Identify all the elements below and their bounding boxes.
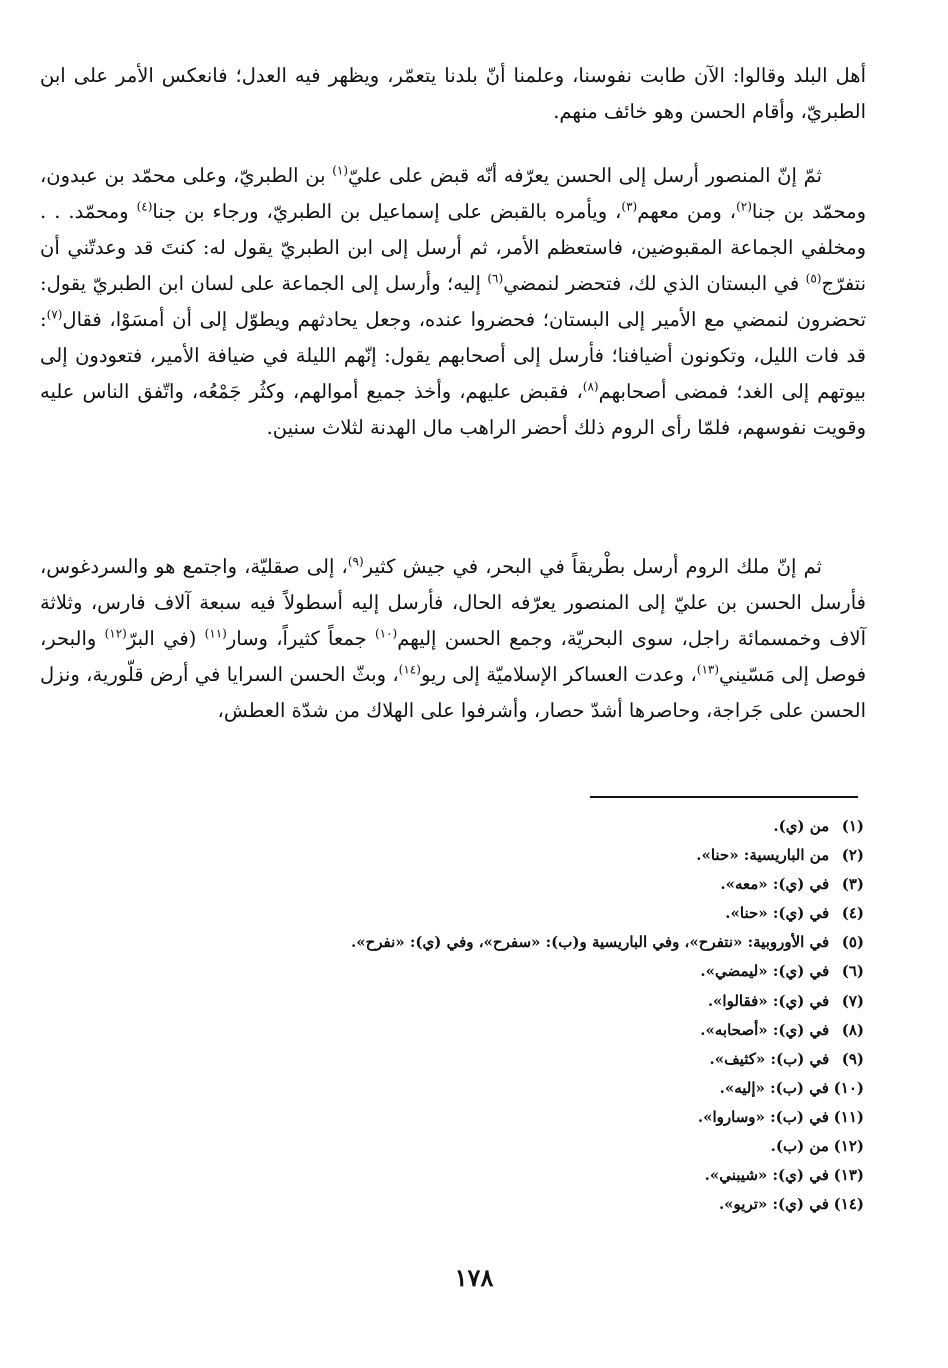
text-run: إليه؛ وأرسل إلى الجماعة على لسان ابن الطبريّ يقول: تحضرون لنمضي مع الأمير إلى البستان؛ فحضروا عنده، وجعل يحادثهم ويطوّل إلى أن أمسَوْا، فقال — [40, 272, 866, 331]
footnote-item — [64, 870, 864, 899]
paragraph-2 — [40, 158, 866, 446]
footnote-item — [64, 841, 864, 870]
paragraph-1 — [40, 58, 866, 130]
paragraph-3 — [40, 549, 866, 729]
footnote-text: من (ي). — [773, 817, 830, 835]
footnote-text: من الباريسية: «حنا». — [696, 846, 830, 865]
text-run: في البستان الذي لك، فتحضر لنمضي — [503, 272, 806, 295]
footnote-item — [64, 987, 864, 1016]
footnote-item — [64, 1016, 864, 1045]
footnote-separator — [590, 796, 858, 798]
footnote-marker: (١) — [332, 163, 349, 178]
footnote-number: (٣) — [841, 875, 864, 894]
footnote-item — [64, 1074, 864, 1103]
footnote-item — [64, 812, 864, 841]
footnote-text: في (ي): «شيبني». — [704, 1166, 829, 1185]
footnote-text: في الأوروبية: «نتفرح»، وفي الباريسية و(ب): «سفرح»، وفي (ي): «نفرح». — [350, 933, 830, 952]
footnote-text: في (ي): «ليمضي». — [700, 962, 830, 981]
footnote-text: في (ب): «كثيف». — [709, 1049, 830, 1068]
text-run: (في البرّ — [126, 627, 205, 650]
text-run: جمعاً كثيراً، وسار — [226, 627, 375, 650]
footnote-item — [64, 1045, 864, 1074]
page-number: ١٧٨ — [454, 1263, 494, 1292]
footnote-marker: (٩) — [347, 554, 364, 569]
text-run: والبحر، فوصل إلى مَسّيني — [40, 627, 867, 686]
text-run: ومحمّد. . . ومخلفي الجماعة المقبوضين، فاستعظم الأمر، ثم أرسل إلى ابن الطبريّ يقول له: كنتَ قد وعدتّني أن نتفرّج — [40, 200, 866, 295]
text-run: ثم إنّ ملك الروم أرسل بطْريقاً في البحر، في جيش كثير — [363, 555, 822, 578]
text-run: ، فقبض عليهم، وأخذ جميع أموالهم، وكثُر جَمْعُه، واتّفق الناس عليه وقويت نفوسهم، فلمّا رأى الروم ذلك أحضر الراهب مال الهدنة لثلاث سنين. — [40, 380, 866, 439]
footnote-marker: (٦) — [487, 271, 504, 286]
footnote-marker: (٨) — [582, 379, 599, 394]
paragraph-text — [40, 58, 866, 130]
footnote-text: في (ي): «فقالوا». — [707, 991, 830, 1010]
footnote-marker: (١٤) — [398, 662, 421, 677]
text-run: ، ويأمره بالقبض على إسماعيل بن الطبريّ، ورجاء بن جنا — [152, 200, 622, 223]
footnote-text: في (ي): «تريو». — [718, 1195, 829, 1214]
footnote-item — [64, 899, 864, 928]
footnote-item — [64, 1190, 864, 1219]
paragraph-text — [40, 549, 866, 729]
footnote-marker: (٧) — [46, 307, 63, 322]
footnote-marker: (١٠) — [374, 626, 398, 641]
text-run: ، وعدت العساكر الإسلاميّة إلى ريو — [420, 663, 697, 686]
text-run: ، ومن معهم — [637, 200, 737, 223]
footnote-number: (٤) — [841, 904, 864, 923]
footnote-text: في (ي): «حنا». — [725, 904, 830, 923]
footnote-number: (١٢) — [833, 1137, 864, 1156]
footnote-number: (٢) — [841, 846, 864, 865]
footnotes — [64, 812, 864, 1219]
text-run: أهل البلد وقالوا: الآن طابت نفوسنا، وعلمنا أنّ بلدنا يتعمّر، ويظهر فيه العدل؛ فانعكس الأمر على ابن الطبريّ، وأقام الحسن وهو خائف منهم. — [40, 64, 866, 123]
footnote-number: (٨) — [841, 1020, 864, 1039]
footnote-item — [64, 1161, 864, 1190]
footnote-number: (١) — [841, 817, 864, 835]
text-run: ثمّ إنّ المنصور أرسل إلى الحسن يعرّفه أنّه قبض على عليّ — [348, 164, 822, 187]
footnote-marker: (٤) — [136, 199, 153, 214]
footnote-number: (١٠) — [833, 1078, 864, 1097]
footnote-number: (١١) — [833, 1107, 864, 1126]
text-run: : قد فات الليل، وتكونون أضيافنا؛ فأرسل إلى أصحابهم يقول: إنّهم الليلة في ضيافة الأمير، فتعودون إلى بيوتهم إلى الغد؛ فمضى أصحابهم — [40, 308, 866, 403]
footnote-number: (٥) — [841, 933, 864, 952]
footnote-text: في (ي): «معه». — [720, 875, 830, 894]
footnote-marker: (١٢) — [104, 626, 127, 641]
footnote-text: في (ب): «إليه». — [719, 1078, 829, 1097]
footnote-item — [64, 957, 864, 986]
footnote-number: (١٤) — [833, 1195, 864, 1214]
footnote-marker: (١١) — [204, 626, 227, 641]
paragraph-text — [40, 158, 866, 446]
footnote-number: (٩) — [841, 1049, 864, 1068]
footnote-item — [64, 928, 864, 957]
footnote-text: من (ب). — [770, 1137, 829, 1156]
footnote-text: في (ب): «وساروا». — [697, 1107, 829, 1126]
text-run: ، إلى صقليّة، واجتمع هو والسردغوس، فأرسل الحسن بن عليّ إلى المنصور يعرّفه الحال، فأرسل إليه أسطولاً فيه سبعة آلاف فارس، وثلاثة آلاف وخمسمائة راجل، سوى البحريّة، وجمع الحسن إليهم — [40, 555, 867, 650]
footnote-item — [64, 1103, 864, 1132]
footnote-marker: (١٣) — [696, 662, 720, 677]
footnote-marker: (٢) — [736, 199, 752, 214]
footnote-text: في (ي): «أصحابه». — [700, 1020, 830, 1039]
footnote-number: (٧) — [841, 991, 864, 1010]
footnote-number: (١٣) — [833, 1166, 864, 1185]
footnote-marker: (٣) — [621, 199, 638, 214]
footnote-number: (٦) — [841, 962, 864, 981]
text-run: ، وبثّ الحسن السرايا في أرض قلّورية، ونزل الحسن على جَراجة، وحاصرها أشدّ حصار، وأشرفوا على الهلاك من شدّة العطش، — [40, 663, 866, 722]
footnote-item — [64, 1132, 864, 1161]
text-run: بن الطبريّ، وعلى محمّد بن عبدون، ومحمّد بن جنا — [40, 164, 866, 223]
footnote-marker: (٥) — [805, 271, 822, 286]
